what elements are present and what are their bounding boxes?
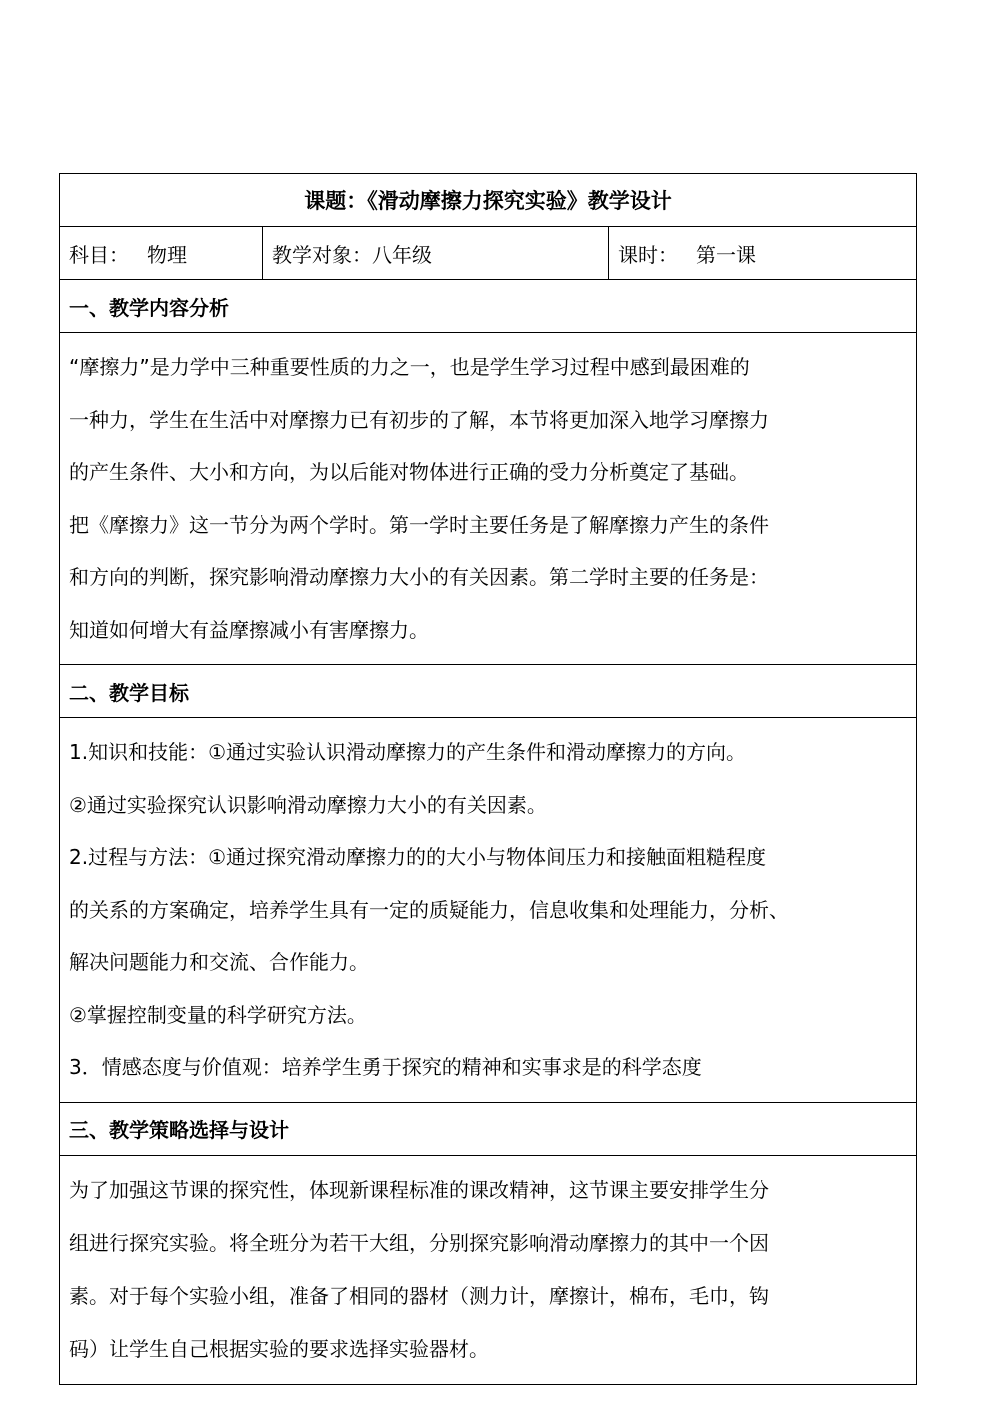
paragraph-line: 码）让学生自己根据实验的要求选择实验器材。	[69, 1336, 489, 1361]
paragraph-line: ②通过实验探究认识影响滑动摩擦力大小的有关因素。	[69, 792, 547, 817]
audience-cell	[263, 227, 609, 280]
paragraph-line: 1.知识和技能：①通过实验认识滑动摩擦力的产生条件和滑动摩擦力的方向。	[69, 740, 747, 764]
audience-label: 教学对象：	[272, 242, 372, 267]
lesson-plan-table	[59, 173, 917, 1385]
paragraph-line: 2.过程与方法：①通过探究滑动摩擦力的的大小与物体间压力和接触面粗糙程度	[69, 845, 767, 869]
paragraph-line: 把《摩擦力》这一节分为两个学时。第一学时主要任务是了解摩擦力产生的条件	[69, 512, 769, 537]
paragraph-line: 一种力，学生在生活中对摩擦力已有初步的了解，本节将更加深入地学习摩擦力	[69, 407, 769, 432]
paragraph-line: 和方向的判断，探究影响滑动摩擦力大小的有关因素。第二学时主要的任务是：	[69, 565, 769, 589]
subject-value: 物理	[147, 242, 187, 267]
paragraph-line: 的产生条件、大小和方向，为以后能对物体进行正确的受力分析奠定了基础。	[69, 460, 749, 484]
section-heading: 一、教学内容分析	[60, 280, 917, 333]
period-label: 课时：	[618, 242, 678, 267]
paragraph-line: 的关系的方案确定，培养学生具有一定的质疑能力，信息收集和处理能力，分析、	[69, 897, 789, 922]
section-heading: 二、教学目标	[60, 665, 917, 718]
subject-cell	[60, 227, 263, 280]
paragraph-line: 知道如何增大有益摩擦减小有害摩擦力。	[69, 617, 429, 642]
paragraph-line: “摩擦力”是力学中三种重要性质的力之一，也是学生学习过程中感到最困难的	[69, 355, 750, 379]
subject-label: 科目：	[69, 242, 129, 267]
paragraph-line: 素。对于每个实验小组，准备了相同的器材（测力计，摩擦计，棉布，毛巾，钩	[69, 1283, 769, 1308]
paragraph-line: 组进行探究实验。将全班分为若干大组，分别探究影响滑动摩擦力的其中一个因	[69, 1230, 769, 1255]
section-heading: 三、教学策略选择与设计	[60, 1102, 917, 1155]
document-title: 课题：《滑动摩擦力探究实验》教学设计	[60, 174, 917, 227]
period-value: 第一课	[696, 242, 756, 267]
section-body	[60, 718, 917, 1103]
paragraph-line: 3．情感态度与价值观：培养学生勇于探究的精神和实事求是的科学态度	[69, 1055, 702, 1079]
paragraph-line: 为了加强这节课的探究性，体现新课程标准的课改精神，这节课主要安排学生分	[69, 1177, 769, 1202]
paragraph-line: 解决问题能力和交流、合作能力。	[69, 950, 369, 974]
audience-value: 八年级	[372, 242, 432, 267]
section-body	[60, 1155, 917, 1384]
paragraph-line: ②掌握控制变量的科学研究方法。	[69, 1002, 367, 1027]
section-body	[60, 333, 917, 665]
period-cell	[609, 227, 917, 280]
